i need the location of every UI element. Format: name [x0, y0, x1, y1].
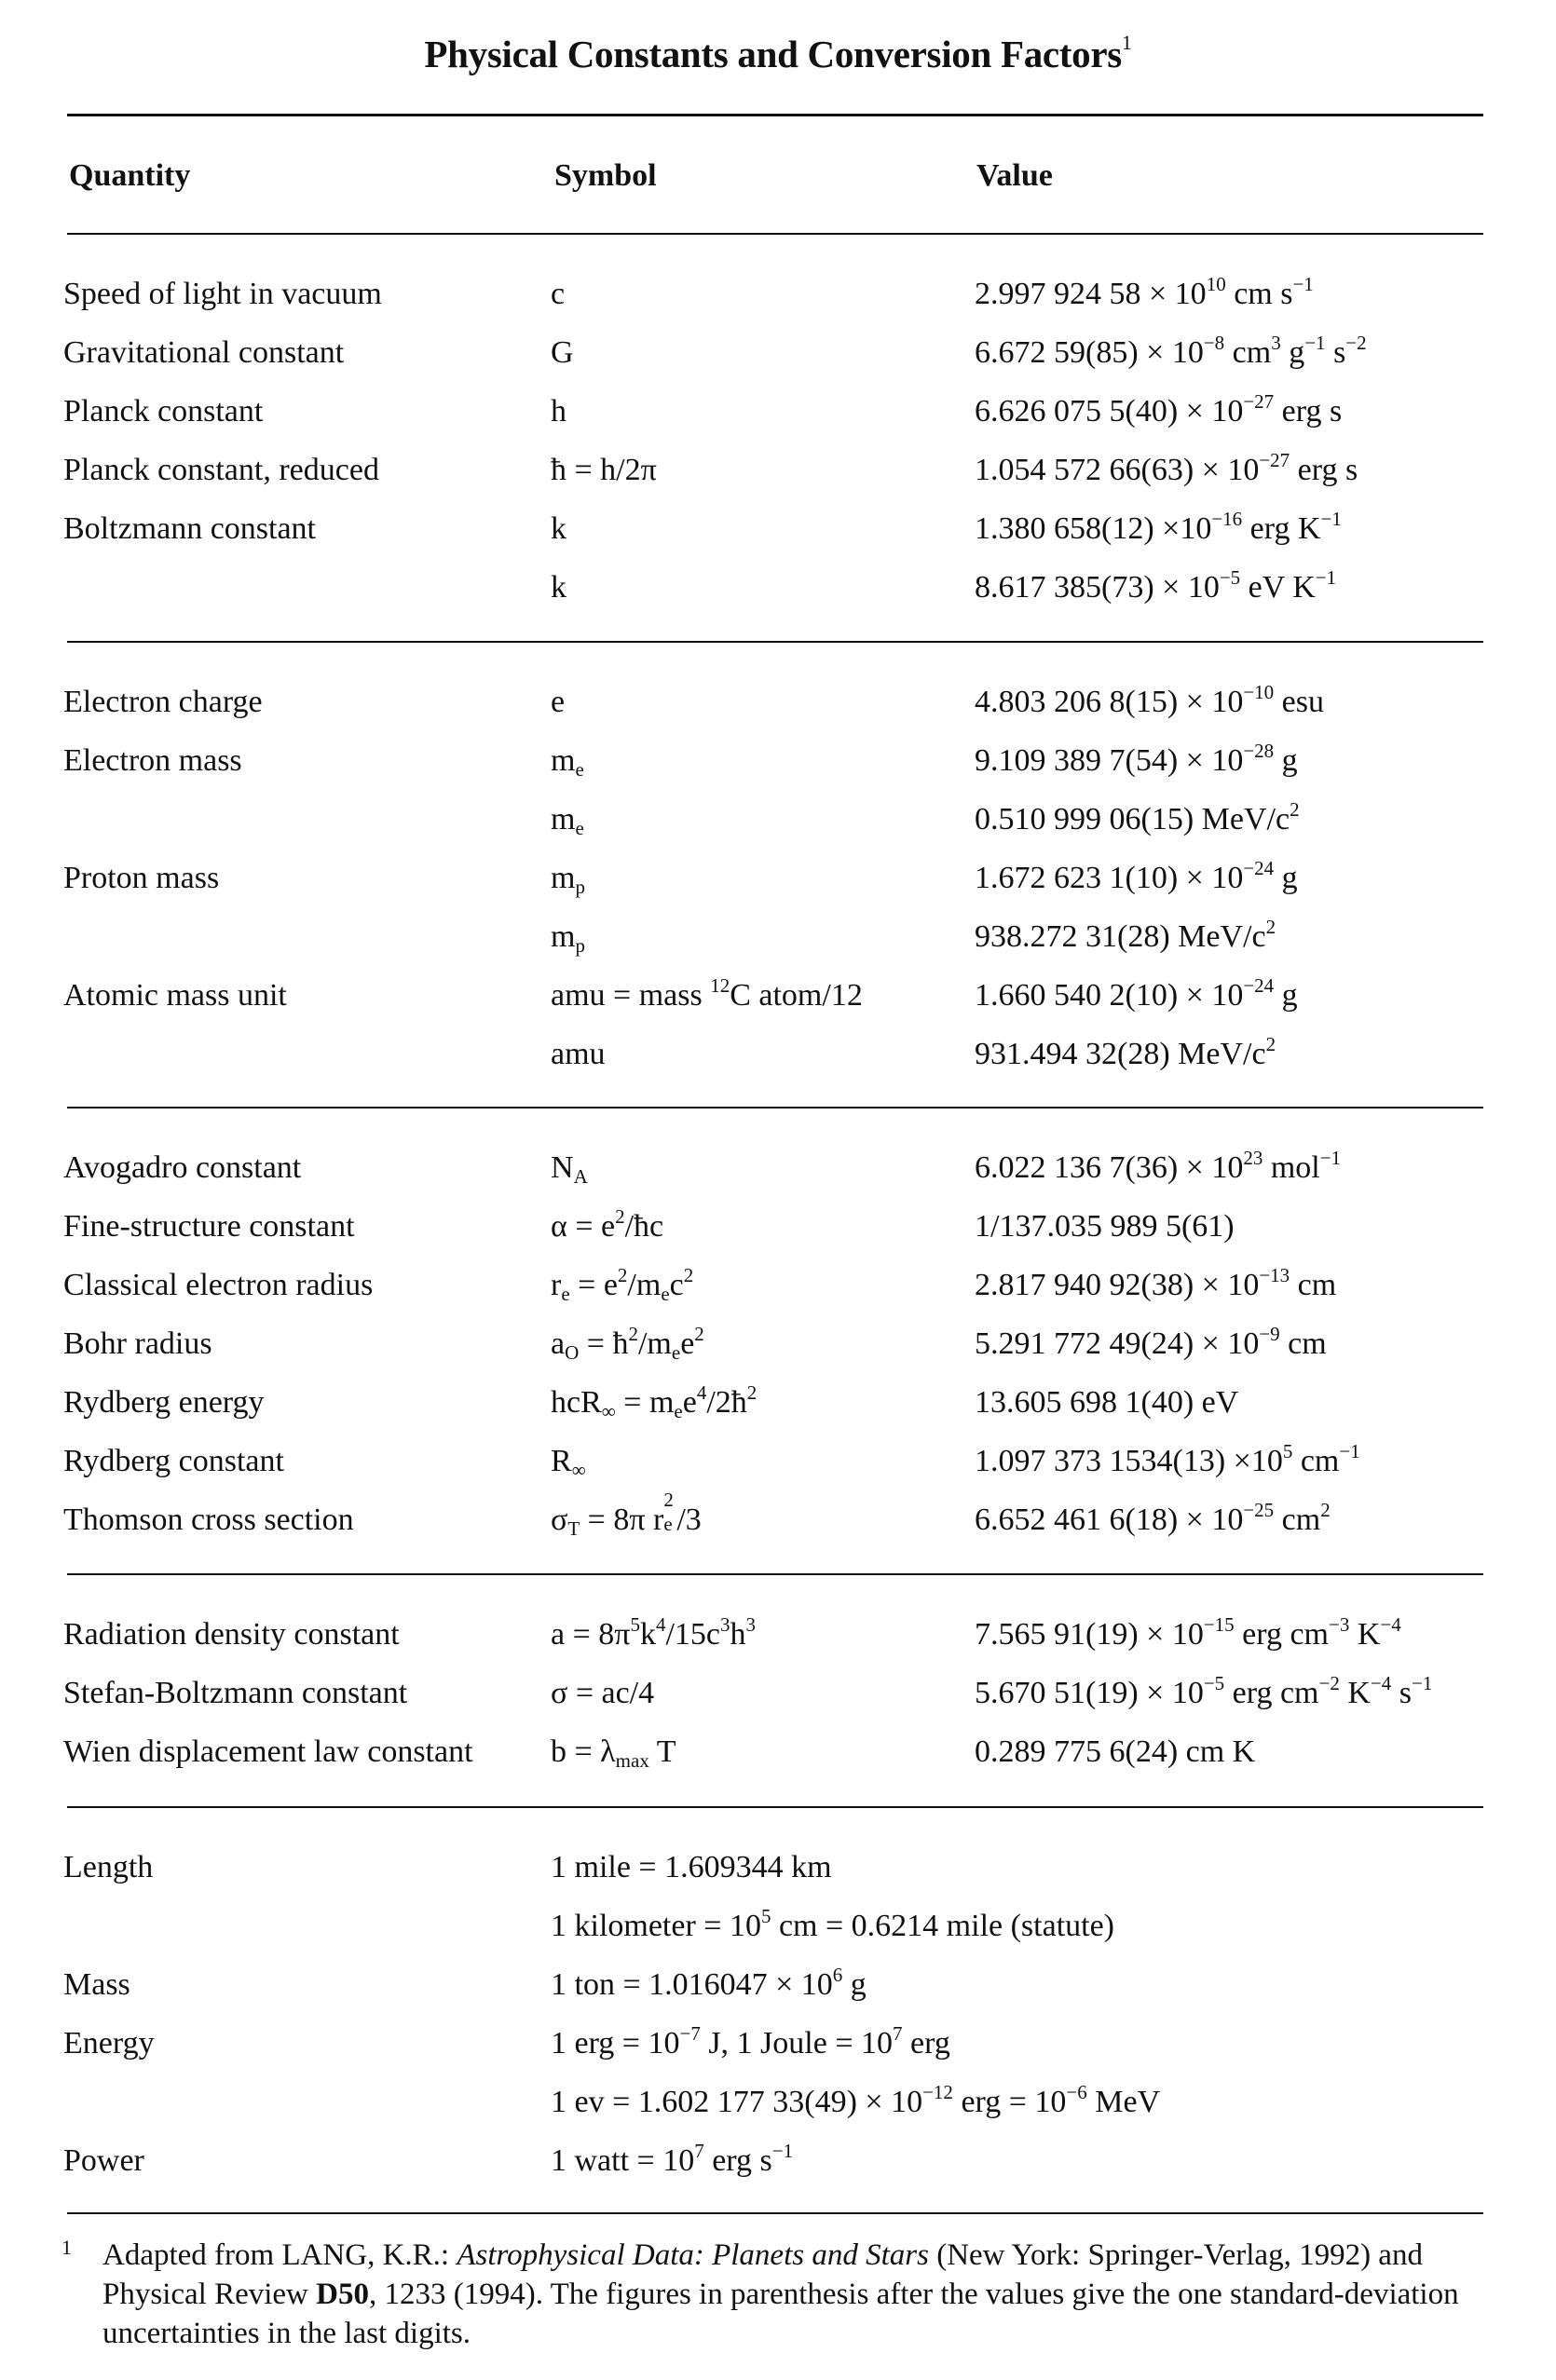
conversion-text: g — [842, 1967, 867, 2002]
symbol-text: m — [551, 919, 576, 954]
header-quantity: Quantity — [69, 158, 191, 193]
value-cell — [975, 449, 1358, 488]
value-unit: cm s — [1225, 277, 1293, 311]
conversion-cell — [551, 2140, 794, 2179]
value-text: 2.817 940 92(38) × 10 — [975, 1268, 1260, 1302]
quantity-cell: Proton mass — [63, 861, 220, 895]
value-unit: K — [1349, 1617, 1381, 1652]
conversion-cell: 1 mile = 1.609344 km — [551, 1850, 832, 1884]
conversion-exponent: 6 — [832, 1964, 843, 1986]
symbol-cell — [551, 1323, 704, 1364]
conversion-text: 1 erg = 10 — [551, 2026, 680, 2060]
value-text: 6.672 59(85) × 10 — [975, 335, 1204, 370]
symbol-subscript: e — [674, 1400, 683, 1422]
conversion-text: 1 kilometer = 10 — [551, 1909, 761, 1943]
conversion-cell — [551, 1905, 1115, 1944]
table-row — [0, 681, 1556, 737]
symbol-text: k — [639, 1617, 656, 1652]
quantity-cell: Electron mass — [63, 743, 242, 778]
symbol-cell — [551, 919, 585, 955]
quantity-cell: Rydberg energy — [63, 1385, 265, 1420]
symbol-subscript: p — [575, 934, 585, 957]
value-exponent: −27 — [1243, 390, 1275, 413]
symbol-subscript: ∞ — [571, 1459, 586, 1481]
value-text: 1.380 658(12) ×10 — [975, 511, 1212, 546]
value-exponent: −25 — [1243, 1499, 1275, 1521]
symbol-cell: c — [551, 277, 566, 311]
symbol-cell: amu — [551, 1037, 606, 1071]
table-row — [0, 449, 1556, 505]
symbol-text: N — [551, 1150, 574, 1185]
table-row — [0, 1613, 1556, 1669]
value-text: 1.097 373 1534(13) ×10 — [975, 1444, 1283, 1478]
unit-exponent: −1 — [1320, 508, 1342, 530]
value-exponent: 2 — [1290, 798, 1300, 821]
symbol-superscript: 2 — [746, 1381, 758, 1404]
symbol-superscript: 4 — [655, 1613, 666, 1636]
quantity-cell: Length — [63, 1850, 154, 1884]
table-row — [0, 508, 1556, 564]
footnote-text: , 1233 (1994). The figures in parenthesis after the values give the one standard-deviation uncertainties in the last digits. — [102, 2278, 1459, 2350]
value-unit: eV K — [1240, 570, 1316, 605]
value-unit: g — [1274, 978, 1298, 1013]
value-text: 1.660 540 2(10) × 10 — [975, 978, 1244, 1013]
value-cell — [975, 916, 1276, 955]
table-row — [0, 332, 1556, 388]
unit-exponent: −2 — [1318, 1672, 1340, 1694]
quantity-cell: Planck constant, reduced — [63, 453, 379, 487]
symbol-cell — [551, 861, 585, 896]
header-symbol: Symbol — [554, 158, 657, 193]
table-row — [0, 2081, 1556, 2137]
quantity-cell: Speed of light in vacuum — [63, 277, 382, 311]
conversion-text: MeV — [1086, 2085, 1161, 2119]
value-cell — [975, 857, 1298, 896]
unit-exponent: −4 — [1370, 1672, 1392, 1694]
unit-exponent: 2 — [1320, 1499, 1331, 1521]
table-row — [0, 1381, 1556, 1437]
symbol-superscript: 12 — [710, 974, 730, 997]
symbol-subscript: T — [567, 1517, 580, 1540]
conversion-exponent: 5 — [760, 1905, 771, 1927]
conversion-exponent: −1 — [771, 2140, 794, 2162]
value-cell — [975, 1613, 1401, 1652]
symbol-text: = e — [569, 1268, 618, 1302]
table-row — [0, 1850, 1556, 1902]
symbol-subscript: e — [575, 758, 584, 781]
conversion-text: 1 watt = 10 — [551, 2143, 695, 2178]
footnote-mark: 1 — [61, 2236, 72, 2259]
symbol-text: α = e — [551, 1209, 616, 1244]
footnote-text: (New York: Springer-Verlag, 1992) and Physical Review — [102, 2238, 1423, 2311]
table-row — [0, 1905, 1556, 1961]
table-row — [0, 2022, 1556, 2078]
symbol-cell — [551, 802, 584, 837]
value-cell — [975, 740, 1298, 779]
value-cell — [975, 1323, 1327, 1362]
value-cell — [975, 1440, 1360, 1479]
quantity-cell: Rydberg constant — [63, 1444, 284, 1478]
symbol-text: r — [551, 1268, 562, 1302]
symbol-text: = 8π r — [580, 1503, 664, 1537]
value-text: 8.617 385(73) × 10 — [975, 570, 1220, 605]
symbol-subscript: O — [565, 1341, 580, 1364]
symbol-text: = m — [615, 1385, 675, 1420]
table-row — [0, 566, 1556, 622]
symbol-text: a — [551, 1326, 566, 1361]
table-row — [0, 1440, 1556, 1496]
value-unit: cm — [1274, 1503, 1321, 1537]
symbol-cell — [551, 1734, 676, 1770]
value-cell — [975, 332, 1367, 371]
table-row — [0, 1964, 1556, 2020]
quantity-cell: Wien displacement law constant — [63, 1734, 473, 1769]
value-exponent: 10 — [1206, 273, 1226, 295]
symbol-cell — [551, 1205, 664, 1244]
title-footnote-mark: 1 — [1121, 31, 1132, 55]
symbol-superscript: 3 — [745, 1613, 756, 1636]
symbol-text: e — [682, 1385, 697, 1420]
value-unit: erg s — [1290, 453, 1358, 487]
value-cell — [975, 273, 1314, 312]
conversion-cell — [551, 2022, 950, 2061]
symbol-superscript: 3 — [719, 1613, 730, 1636]
quantity-cell: Gravitational constant — [63, 335, 345, 370]
table-row — [0, 1147, 1556, 1203]
quantity-cell: Electron charge — [63, 685, 263, 719]
value-exponent: −9 — [1259, 1323, 1280, 1345]
value-text: 938.272 31(28) MeV/c — [975, 919, 1266, 954]
value-exponent: 2 — [1265, 1033, 1276, 1055]
value-exponent: 2 — [1265, 916, 1276, 938]
symbol-text: m — [551, 743, 576, 778]
footnote-text: Adapted from LANG, K.R.: — [102, 2238, 457, 2272]
symbol-subscript: ∞ — [601, 1400, 616, 1422]
value-cell — [975, 1672, 1433, 1711]
value-text: 9.109 389 7(54) × 10 — [975, 743, 1244, 778]
group-rule — [67, 1806, 1483, 1808]
unit-exponent: −1 — [1304, 332, 1326, 354]
symbol-subscript: e — [575, 817, 584, 839]
value-text: 931.494 32(28) MeV/c — [975, 1037, 1266, 1071]
symbol-text: /ħc — [624, 1209, 664, 1244]
conversion-exponent: 7 — [694, 2140, 704, 2162]
symbol-cell: ħ = h/2π — [551, 453, 657, 487]
symbol-subscript: e — [671, 1341, 681, 1364]
conversion-text: J, 1 Joule = 10 — [700, 2026, 894, 2060]
table-row — [0, 857, 1556, 913]
symbol-text: T — [648, 1734, 676, 1769]
value-text: 6.626 075 5(40) × 10 — [975, 394, 1244, 428]
symbol-cell — [551, 1613, 756, 1652]
table-row — [0, 916, 1556, 972]
table-row — [0, 1489, 1556, 1555]
unit-exponent: −1 — [1339, 1440, 1360, 1462]
footnote-volume: D50 — [316, 2278, 369, 2311]
value-exponent: −28 — [1243, 740, 1275, 762]
value-unit: cm — [1224, 335, 1272, 370]
unit-exponent: −1 — [1315, 566, 1337, 589]
conversion-exponent: 7 — [893, 2022, 903, 2045]
value-text: 4.803 206 8(15) × 10 — [975, 685, 1244, 719]
value-exponent: −5 — [1219, 566, 1241, 589]
unit-exponent: −4 — [1380, 1613, 1401, 1636]
symbol-subscript: A — [573, 1165, 588, 1188]
conversion-text: 1 ev = 1.602 177 33(49) × 10 — [551, 2085, 923, 2119]
value-exponent: −27 — [1259, 449, 1290, 471]
conversion-text: erg s — [703, 2143, 772, 2178]
value-unit: g — [1280, 335, 1305, 370]
header-rule — [67, 233, 1483, 235]
value-exponent: −10 — [1243, 681, 1275, 703]
value-exponent: −13 — [1259, 1264, 1290, 1286]
symbol-subscript: p — [575, 876, 585, 898]
value-cell — [975, 508, 1342, 547]
value-unit: g — [1274, 743, 1298, 778]
value-unit: g — [1274, 861, 1298, 895]
footnote-book-title: Astrophysical Data: Planets and Stars — [457, 2238, 929, 2272]
table-row — [0, 1264, 1556, 1320]
value-unit: s — [1391, 1676, 1412, 1710]
value-cell: 13.605 698 1(40) eV — [975, 1385, 1239, 1420]
conversion-text: erg = 10 — [952, 2085, 1067, 2119]
symbol-text: /m — [627, 1268, 662, 1302]
quantity-cell: Bohr radius — [63, 1326, 212, 1361]
unit-exponent: 3 — [1271, 332, 1281, 354]
page-title — [0, 32, 1556, 76]
top-rule — [67, 114, 1483, 116]
quantity-cell: Atomic mass unit — [63, 978, 287, 1013]
quantity-cell: Classical electron radius — [63, 1268, 374, 1302]
symbol-text: c — [669, 1268, 684, 1302]
value-text: 7.565 91(19) × 10 — [975, 1617, 1204, 1652]
value-exponent: 5 — [1282, 1440, 1293, 1462]
group-rule — [67, 1573, 1483, 1575]
conversion-text: erg — [902, 2026, 950, 2060]
symbol-cell — [551, 1264, 694, 1305]
table-row — [0, 1205, 1556, 1261]
table-row — [0, 390, 1556, 446]
symbol-cell: k — [551, 511, 566, 546]
group-rule — [67, 641, 1483, 643]
conversion-cell — [551, 2081, 1161, 2120]
header-value: Value — [976, 158, 1053, 193]
conversion-exponent: −7 — [679, 2022, 701, 2045]
conversion-text: 1 ton = 1.016047 × 10 — [551, 1967, 833, 2002]
unit-exponent: −3 — [1329, 1613, 1350, 1636]
value-text: 2.997 924 58 × 10 — [975, 277, 1207, 311]
quantity-cell: Boltzmann constant — [63, 511, 317, 546]
symbol-cell — [551, 1444, 586, 1479]
symbol-text: R — [551, 1444, 572, 1478]
quantity-cell: Radiation density constant — [63, 1617, 400, 1652]
symbol-text: hcR — [551, 1385, 602, 1420]
symbol-text: /3 — [676, 1503, 702, 1537]
symbol-subscript: e — [661, 1283, 670, 1305]
symbol-cell: h — [551, 394, 566, 428]
table-row — [0, 1033, 1556, 1089]
value-exponent: −15 — [1203, 1613, 1235, 1636]
symbol-text: /m — [637, 1326, 672, 1361]
table-row — [0, 1672, 1556, 1728]
value-cell — [975, 974, 1298, 1013]
symbol-superscript: 2 — [615, 1205, 625, 1228]
symbol-cell — [551, 1381, 758, 1422]
unit-exponent: −1 — [1319, 1147, 1342, 1169]
value-cell — [975, 798, 1300, 837]
symbol-cell: e — [551, 685, 566, 719]
value-cell — [975, 1147, 1342, 1186]
symbol-cell — [551, 743, 584, 779]
quantity-cell: Mass — [63, 1967, 130, 2002]
footnote — [61, 2236, 1491, 2353]
symbol-superscript: 4 — [696, 1381, 707, 1404]
quantity-cell: Stefan-Boltzmann constant — [63, 1676, 408, 1710]
value-exponent: −24 — [1243, 974, 1275, 997]
symbol-superscript: 5 — [630, 1613, 640, 1636]
value-exponent: −5 — [1203, 1672, 1225, 1694]
quantity-cell: Avogadro constant — [63, 1150, 302, 1185]
value-unit: cm — [1279, 1326, 1327, 1361]
value-unit: mol — [1263, 1150, 1320, 1185]
symbol-subscript: e — [561, 1283, 570, 1305]
group-rule — [67, 1107, 1483, 1108]
symbol-superscript: 2 — [628, 1323, 638, 1345]
unit-exponent: −2 — [1345, 332, 1367, 354]
symbol-text: C atom/12 — [730, 978, 863, 1013]
value-cell: 1/137.035 989 5(61) — [975, 1209, 1235, 1244]
conversion-exponent: −12 — [922, 2081, 953, 2103]
title-text: Physical Constants and Conversion Factors — [424, 33, 1122, 75]
table-row — [0, 1734, 1556, 1787]
quantity-cell: Thomson cross section — [63, 1503, 354, 1537]
value-text: 6.022 136 7(36) × 10 — [975, 1150, 1244, 1185]
value-exponent: 23 — [1243, 1147, 1263, 1169]
value-text: 1.054 572 66(63) × 10 — [975, 453, 1260, 487]
table-row — [0, 740, 1556, 796]
value-text: 5.670 51(19) × 10 — [975, 1676, 1204, 1710]
value-unit: erg K — [1242, 511, 1321, 546]
symbol-superscript: 2 — [617, 1264, 628, 1286]
value-cell: 0.289 775 6(24) cm K — [975, 1734, 1256, 1769]
stacked-script: 2 e — [663, 1489, 674, 1535]
quantity-cell: Fine-structure constant — [63, 1209, 355, 1244]
value-unit: erg cm — [1224, 1676, 1319, 1710]
symbol-text: m — [551, 861, 576, 895]
symbol-superscript: 2 — [683, 1264, 694, 1286]
symbol-cell: G — [551, 335, 574, 370]
conversion-cell — [551, 1964, 867, 2003]
value-cell — [975, 1264, 1337, 1303]
symbol-subscript: max — [615, 1749, 649, 1772]
unit-exponent: −1 — [1412, 1672, 1433, 1694]
table-row — [0, 273, 1556, 329]
bottom-rule — [67, 2212, 1483, 2214]
value-cell — [975, 681, 1324, 720]
symbol-cell: σ = ac/4 — [551, 1676, 655, 1710]
symbol-text: = ħ — [579, 1326, 629, 1361]
value-cell — [975, 1033, 1276, 1072]
table-row — [0, 798, 1556, 854]
conversion-exponent: −6 — [1066, 2081, 1087, 2103]
symbol-cell: k — [551, 570, 566, 605]
table-row — [0, 974, 1556, 1030]
value-unit: cm — [1292, 1444, 1340, 1478]
symbol-text: σ — [551, 1503, 568, 1537]
quantity-cell: Power — [63, 2143, 144, 2178]
symbol-cell — [551, 1150, 588, 1186]
quantity-cell: Planck constant — [63, 394, 264, 428]
symbol-text: a = 8π — [551, 1617, 631, 1652]
value-cell — [975, 390, 1343, 429]
value-text: 0.510 999 06(15) MeV/c — [975, 802, 1290, 836]
value-unit: s — [1325, 335, 1346, 370]
symbol-text: b = λ — [551, 1734, 616, 1769]
symbol-text: /2ħ — [706, 1385, 747, 1420]
value-unit: cm — [1290, 1268, 1337, 1302]
table-row — [0, 1323, 1556, 1379]
value-text: 1.672 623 1(10) × 10 — [975, 861, 1244, 895]
symbol-text: h — [730, 1617, 746, 1652]
table-row — [0, 2140, 1556, 2196]
value-unit: esu — [1274, 685, 1324, 719]
value-exponent: −24 — [1243, 857, 1275, 879]
symbol-cell — [551, 1489, 702, 1540]
value-exponent: −8 — [1203, 332, 1225, 354]
symbol-text: e — [680, 1326, 695, 1361]
unit-exponent: −1 — [1292, 273, 1314, 295]
conversion-text: cm = 0.6214 mile (statute) — [771, 1909, 1115, 1943]
value-text: 5.291 772 49(24) × 10 — [975, 1326, 1260, 1361]
quantity-cell: Energy — [63, 2026, 155, 2060]
symbol-text: m — [551, 802, 576, 836]
symbol-superscript: 2 — [694, 1323, 704, 1345]
symbol-text: amu = mass — [551, 978, 711, 1013]
value-unit: erg s — [1274, 394, 1343, 428]
value-exponent: −16 — [1211, 508, 1243, 530]
value-cell — [975, 566, 1337, 605]
value-cell — [975, 1499, 1331, 1538]
value-unit: erg cm — [1234, 1617, 1330, 1652]
value-unit: K — [1339, 1676, 1371, 1710]
symbol-text: /15c — [665, 1617, 720, 1652]
symbol-cell — [551, 974, 863, 1013]
value-text: 6.652 461 6(18) × 10 — [975, 1503, 1244, 1537]
